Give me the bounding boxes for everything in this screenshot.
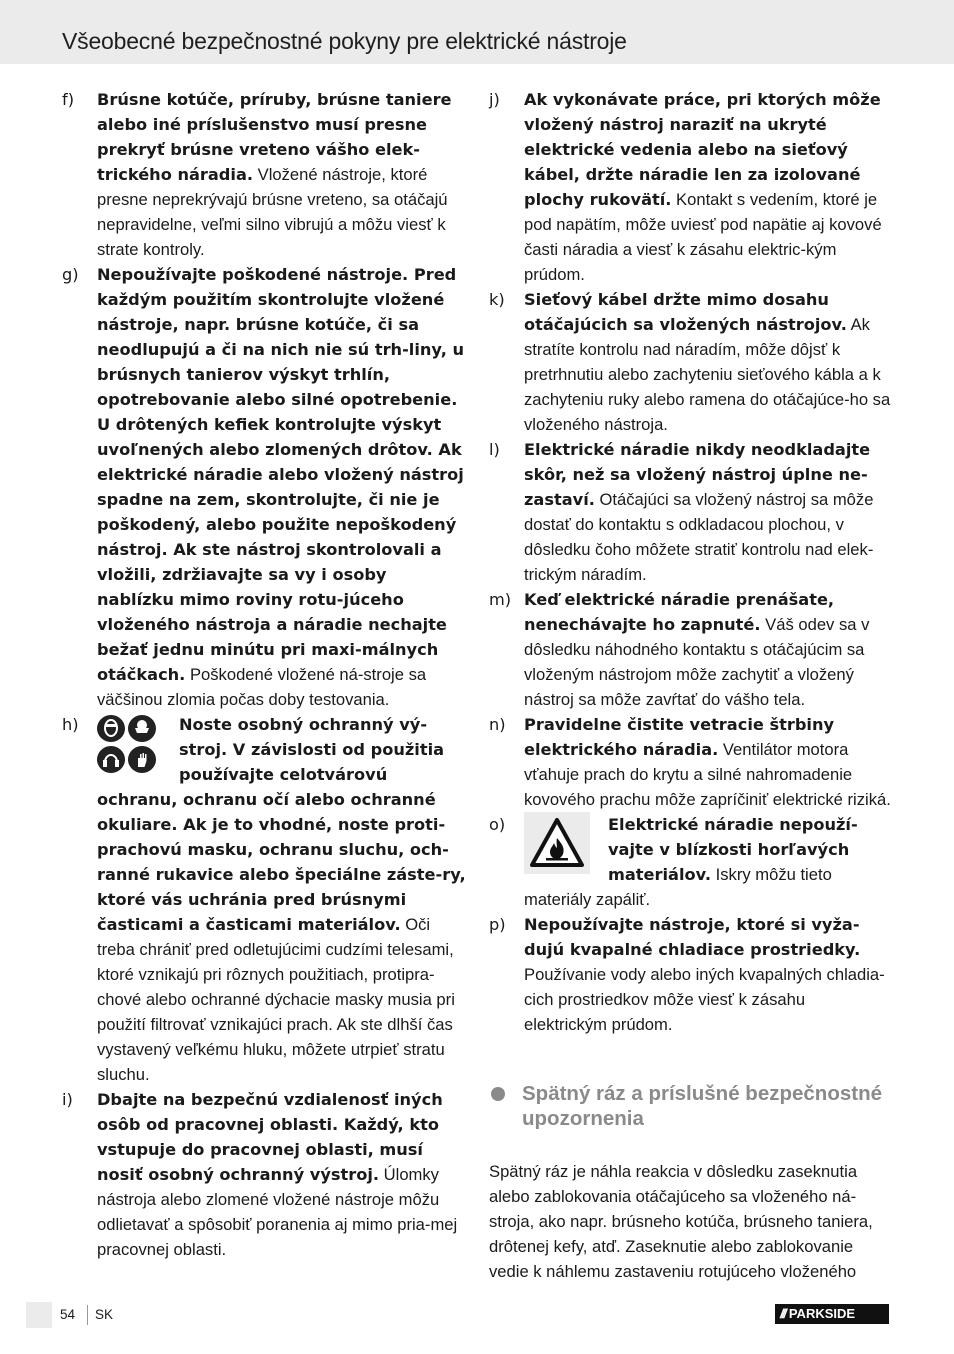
- item-normal-text: Iskry môžu tieto materiály zapáliť.: [524, 865, 832, 909]
- item-marker: h): [62, 715, 79, 734]
- list-item: [62, 712, 466, 1087]
- item-marker: m): [489, 590, 512, 609]
- page-header: [0, 0, 954, 64]
- list-item: [489, 912, 891, 1037]
- item-bold-text: Noste osobný ochranný vý-stroj. V závislosti od použitia používajte celotvárovú ochranu, ochranu očí alebo ochranné okuliare. Ak je to vhodné, noste proti-prachovú masku, ochranu sluchu, och-ranné rukavice alebo špeciálne záste-ry, ktoré vás uchránia pred brúsnymi časticami a časticami materiálov.: [97, 715, 466, 934]
- item-normal-text: Vložené nástroje, ktoré presne neprekrývajú brúsne vreteno, sa otáčajú nepravidelne, veľmi silno vibrujú a môžu viesť k strate kontroly.: [97, 165, 448, 259]
- language-code: SK: [95, 1307, 114, 1322]
- list-item: [489, 712, 891, 812]
- right-column: [489, 87, 891, 1284]
- list-item: [489, 587, 891, 712]
- eye-protection-icon: [128, 715, 156, 742]
- item-normal-text: Poškodené vložené ná-stroje sa väčšinou zlomia počas doby testovania.: [97, 665, 427, 709]
- item-bold-text: Ak vykonávate práce, pri ktorých môže vložený nástroj naraziť na ukryté elektrické vedenia alebo na sieťový kábel, držte náradie len za izolované plochy rukovätí.: [524, 90, 881, 209]
- fire-warning-icon: [524, 812, 590, 874]
- page-title: Všeobecné bezpečnostné pokyny pre elektrické nástroje: [62, 28, 627, 54]
- list-item: [62, 262, 466, 712]
- list-item: [489, 437, 891, 587]
- item-bold-text: Elektrické náradie nepouží-vajte v blízkosti horľavých materiálov.: [608, 815, 858, 884]
- list-item: [489, 87, 891, 287]
- section-paragraph: Spätný ráz je náhla reakcia v dôsledku zaseknutia alebo zablokovania otáčajúceho sa vloženého ná-stroja, ako napr. brúsneho kotúča, brúsneho taniera, drôtenej kefy, atď. Zaseknutie alebo zablokovanie vedie k náhlemu zastaveniu rotujúceho vloženého: [489, 1162, 873, 1281]
- item-normal-text: Otáčajúci sa vložený nástroj sa môže dostať do kontaktu s odkladacou plochou, v dôsledku čoho môžete stratiť kontrolu nad elek-trickým náradím.: [524, 490, 874, 584]
- item-marker: g): [62, 265, 79, 284]
- item-normal-text: Váš odev sa v dôsledku náhodného kontaktu s otáčajúcim sa vloženým nástrojom môže zachytiť a vložený nástroj sa môže zavŕtať do vášho tela.: [524, 615, 870, 709]
- brand-logo: [775, 1304, 889, 1324]
- item-bold-text: Nepoužívajte poškodené nástroje. Pred každým použitím skontrolujte vložené nástroje, napr. brúsne kotúče, či sa neodlupujú a či na nich nie sú trh-liny, u brúsnych tanierov výskyt trhlín, opotrebovanie alebo silné opotrebenie. U drôtených kefiek kontrolujte výskyt uvoľnených alebo zlomených drôtov. Ak elektrické náradie alebo vložený nástroj spadne na zem, skontrolujte, či nie je poškodený, alebo použite nepoškodený nástroj. Ak ste nástroj skontrolovali a vložili, zdržiavajte sa vy i osoby nablízku mimo roviny rotu-júceho vloženého nástroja a náradie nechajte bežať jednu minútu pri maxi-málnych otáčkach.: [97, 265, 465, 684]
- item-bold-text: Brúsne kotúče, príruby, brúsne taniere alebo iné príslušenstvo musí presne prekryť brúsne vreteno vášho elek-trického náradia.: [97, 90, 452, 184]
- item-bold-text: Nepoužívajte nástroje, ktoré si vyža-dujú kvapalné chladiace prostriedky.: [524, 915, 861, 959]
- item-marker: p): [489, 915, 506, 934]
- item-normal-text: Úlomky nástroja alebo zlomené vložené nástroje môžu odlietavať a spôsobiť poranenia aj mimo pria-mej pracovnej oblasti.: [97, 1165, 458, 1259]
- item-marker: k): [489, 290, 505, 309]
- item-bold-text: Keď elektrické náradie prenášate, nenechávajte ho zapnuté.: [524, 590, 835, 634]
- section-heading-text: Spätný ráz a príslušné bezpečnostné upozornenia: [522, 1082, 882, 1130]
- item-normal-text: Ventilátor motora vťahuje prach do krytu a silné nahromadenie kovového prachu môže zapríčiniť elektrické riziká.: [524, 740, 891, 809]
- footer-box: [26, 1302, 52, 1328]
- left-column: [62, 87, 466, 1262]
- ppe-icons: [97, 715, 161, 773]
- page-number: 54: [60, 1307, 76, 1322]
- item-marker: i): [62, 1090, 73, 1109]
- gloves-icon: [128, 746, 156, 773]
- list-item: [62, 87, 466, 262]
- bullet-icon: [491, 1087, 505, 1101]
- item-bold-text: Pravidelne čistite vetracie štrbiny elektrického náradia.: [524, 715, 835, 759]
- list-item: [489, 287, 891, 437]
- item-marker: j): [489, 90, 500, 109]
- item-marker: l): [489, 440, 500, 459]
- item-normal-text: Ak stratíte kontrolu nad náradím, môže dôjsť k pretrhnutiu alebo zachyteniu sieťového kábla a k zachyteniu ruky alebo ramena do otáčajúce-ho sa vloženého nástroja.: [524, 315, 891, 434]
- list-item: [489, 812, 891, 912]
- item-normal-text: Používanie vody alebo iných kvapalných chladia-cich prostriedkov môže viesť k zásahu elektrickým prúdom.: [524, 965, 885, 1034]
- item-marker: n): [489, 715, 506, 734]
- item-bold-text: Elektrické náradie nikdy neodkladajte skôr, než sa vložený nástroj úplne ne-zastaví.: [524, 440, 871, 509]
- item-normal-text: Oči treba chrániť pred odletujúcimi cudzími telesami, ktoré vznikajú pri rôznych použitiach, protipra-chové alebo ochranné dýchacie masky musia pri použití filtrovať vznikajúci prach. Ak ste dlhší čas vystavený veľkému hluku, môžete utrpieť stratu sluchu.: [97, 915, 455, 1084]
- brand-name: PARKSIDE: [788, 1306, 856, 1321]
- footer-divider: [87, 1305, 88, 1325]
- face-shield-icon: [97, 715, 125, 742]
- item-bold-text: Sieťový kábel držte mimo dosahu otáčajúcich sa vložených nástrojov.: [524, 290, 847, 334]
- item-marker: o): [489, 815, 506, 834]
- section-heading: [489, 1081, 891, 1131]
- item-marker: f): [62, 90, 75, 109]
- item-bold-text: Dbajte na bezpečnú vzdialenosť iných osôb od pracovnej oblasti. Každý, kto vstupuje do pracovnej oblasti, musí nosiť osobný ochranný výstroj.: [97, 1090, 443, 1184]
- ear-protection-icon: [97, 746, 125, 773]
- list-item: [62, 1087, 466, 1262]
- item-normal-text: Kontakt s vedením, ktoré je pod napätím, môže uviesť pod napätie aj kovové časti náradia a viesť k zásahu elektric-kým prúdom.: [524, 190, 882, 284]
- brand-slashes: ///: [780, 1306, 785, 1321]
